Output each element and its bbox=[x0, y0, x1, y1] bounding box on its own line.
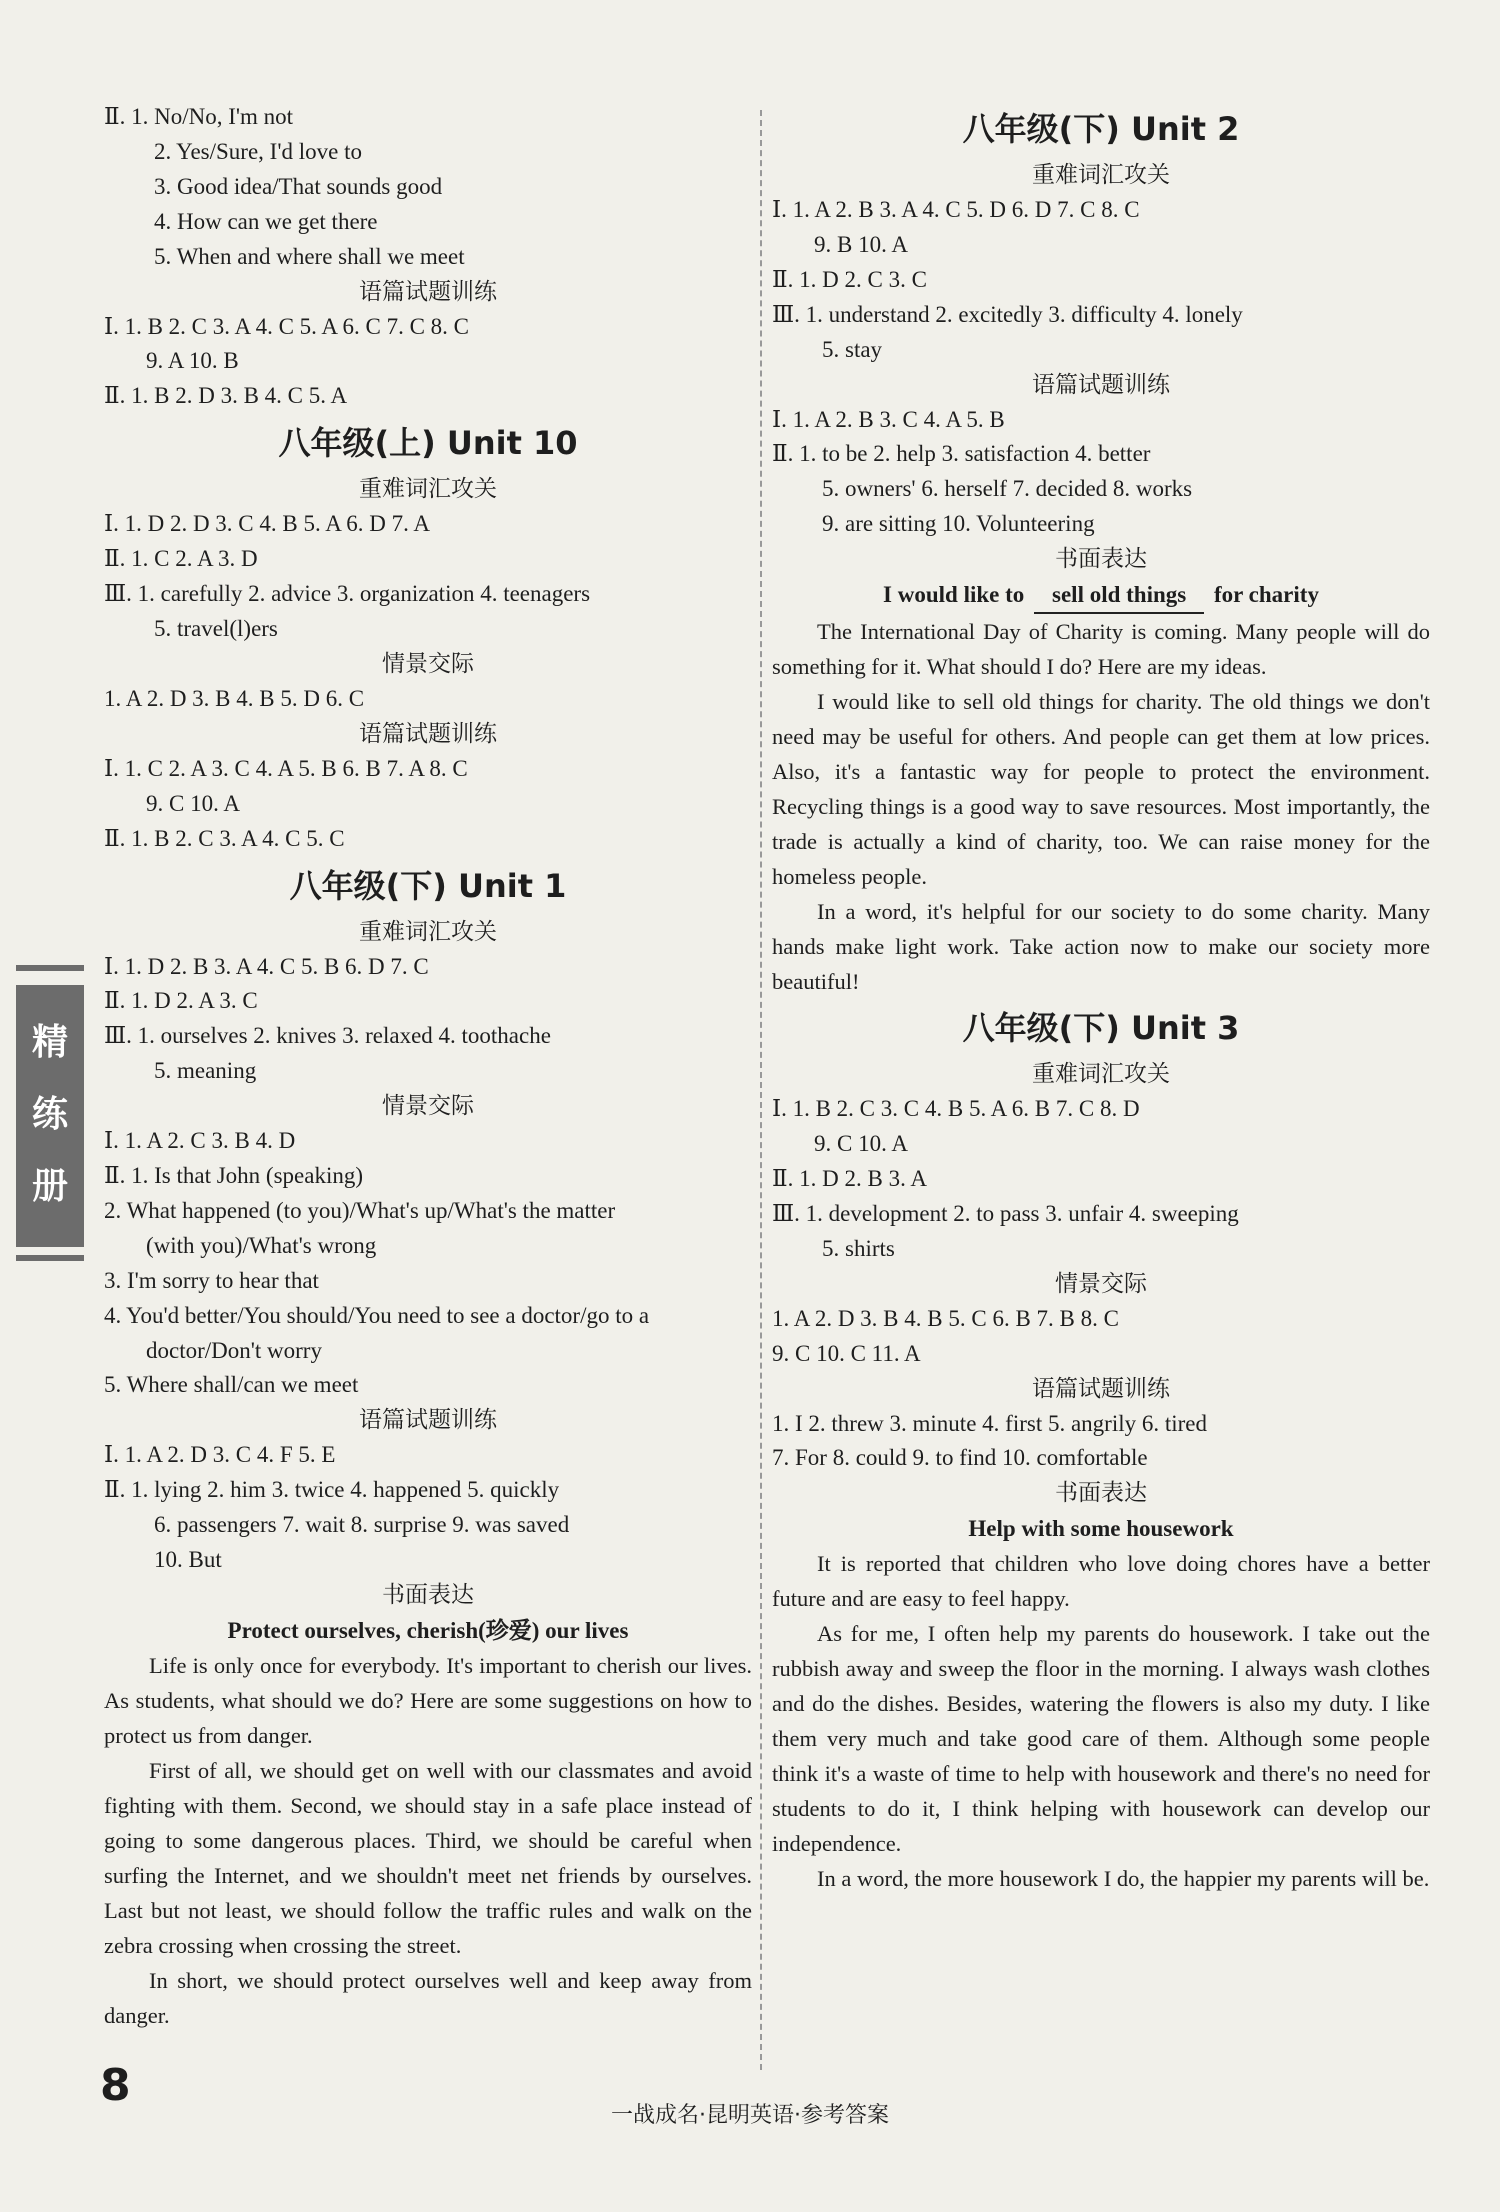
answer-line: Ⅲ. 1. understand 2. excitedly 3. difficulty 4. lonely bbox=[772, 301, 1243, 327]
essay-title bbox=[772, 577, 1430, 614]
section-heading: 情景交际 bbox=[382, 650, 474, 677]
answer-line: 6. passengers 7. wait 8. surprise 9. was saved bbox=[154, 1512, 570, 1538]
answer-line: 9. C 10. A bbox=[146, 790, 240, 816]
right-column bbox=[772, 100, 1430, 1896]
essay-paragraph: It is reported that children who love doing chores have a better future and are easy to feel happy. bbox=[772, 1551, 1430, 1612]
section-heading: 重难词汇攻关 bbox=[1032, 1061, 1170, 1088]
left-column bbox=[104, 100, 752, 2033]
answer-line: 9. C 10. C 11. A bbox=[772, 1340, 921, 1366]
answer-line: 2. What happened (to you)/What's up/What's the matter bbox=[104, 1197, 616, 1223]
unit-title: 八年级(下) Unit 2 bbox=[962, 110, 1240, 148]
answer-line: (with you)/What's wrong bbox=[146, 1232, 377, 1258]
essay-title-blank: sell old things bbox=[1034, 577, 1204, 614]
answer-line: 7. For 8. could 9. to find 10. comfortable bbox=[772, 1445, 1148, 1471]
section-heading: 重难词汇攻关 bbox=[359, 476, 497, 503]
section-heading: 书面表达 bbox=[1055, 546, 1147, 573]
answer-line: Ⅱ. 1. D 2. B 3. A bbox=[772, 1165, 927, 1191]
essay-title: Help with some housework bbox=[968, 1516, 1234, 1542]
answer-line: 1. I 2. threw 3. minute 4. first 5. angrily 6. tired bbox=[772, 1410, 1208, 1436]
answer-line: 9. A 10. B bbox=[146, 348, 239, 374]
answer-line: 4. You'd better/You should/You need to see a doctor/go to a bbox=[104, 1302, 650, 1328]
page-number: 8 bbox=[100, 2060, 131, 2111]
answer-line: Ⅰ. 1. A 2. C 3. B 4. D bbox=[104, 1128, 296, 1154]
side-tab-stripe bbox=[16, 1255, 84, 1261]
answer-line: Ⅰ. 1. A 2. B 3. A 4. C 5. D 6. D 7. C 8. C bbox=[772, 197, 1140, 222]
answer-line: 10. But bbox=[154, 1547, 222, 1573]
answer-line: Ⅰ. 1. B 2. C 3. A 4. C 5. A 6. C 7. C 8. C bbox=[104, 313, 470, 339]
answer-line: 5. shirts bbox=[822, 1235, 895, 1261]
side-tab-stripe bbox=[16, 965, 84, 971]
answer-line: 9. are sitting 10. Volunteering bbox=[822, 511, 1095, 537]
answer-line: Ⅰ. 1. A 2. B 3. C 4. A 5. B bbox=[772, 406, 1005, 432]
answer-line: Ⅱ. 1. lying 2. him 3. twice 4. happened 5. quickly bbox=[104, 1477, 560, 1503]
essay-title-end: for charity bbox=[1213, 582, 1319, 608]
answer-line: Ⅰ. 1. D 2. D 3. C 4. B 5. A 6. D 7. A bbox=[104, 511, 431, 537]
answer-line: Ⅰ. 1. A 2. D 3. C 4. F 5. E bbox=[104, 1442, 336, 1468]
answer-line: 1. A 2. D 3. B 4. B 5. D 6. C bbox=[104, 685, 365, 711]
section-heading: 语篇试题训练 bbox=[1032, 1375, 1170, 1402]
answer-line: 5. owners' 6. herself 7. decided 8. works bbox=[822, 476, 1193, 502]
side-tab-label: 精练册 bbox=[32, 1022, 69, 1207]
answer-line: Ⅰ. 1. D 2. B 3. A 4. C 5. B 6. D 7. C bbox=[104, 953, 429, 979]
essay-paragraph: Life is only once for everybody. It's important to cherish our lives. As students, what should we do? Here are some suggestions on how to protect us from danger. bbox=[104, 1653, 752, 1748]
answer-line: 5. travel(l)ers bbox=[154, 615, 278, 641]
answer-line: 5. Where shall/can we meet bbox=[104, 1372, 359, 1398]
answer-line: Ⅱ. 1. D 2. C 3. C bbox=[772, 266, 927, 292]
answer-line: 9. C 10. A bbox=[814, 1131, 908, 1157]
section-heading: 重难词汇攻关 bbox=[359, 918, 497, 945]
side-tab bbox=[16, 985, 84, 1247]
answer-line: 3. Good idea/That sounds good bbox=[154, 173, 443, 199]
section-heading: 语篇试题训练 bbox=[359, 278, 497, 305]
answer-line: Ⅱ. 1. B 2. C 3. A 4. C 5. C bbox=[104, 825, 345, 851]
section-heading: 书面表达 bbox=[382, 1582, 474, 1608]
answer-line: Ⅱ. 1. D 2. A 3. C bbox=[104, 988, 258, 1014]
essay-paragraph: The International Day of Charity is coming. Many people will do something for it. What should I do? Here are my ideas. bbox=[772, 619, 1430, 680]
answer-line: Ⅱ. 1. B 2. D 3. B 4. C 5. A bbox=[104, 383, 348, 409]
answer-line: 4. How can we get there bbox=[154, 208, 378, 234]
answer-line: Ⅲ. 1. ourselves 2. knives 3. relaxed 4. toothache bbox=[104, 1023, 551, 1049]
answer-line: doctor/Don't worry bbox=[146, 1337, 322, 1363]
section-heading: 语篇试题训练 bbox=[359, 720, 497, 747]
essay-body bbox=[772, 614, 1430, 999]
answer-line: 5. meaning bbox=[154, 1058, 257, 1084]
essay-paragraph: In a word, it's helpful for our society to do some charity. Many hands make light work. Take action now to make our society more beautiful! bbox=[772, 899, 1430, 995]
essay-paragraph: First of all, we should get on well with our classmates and avoid fighting with them. Second, we should stay in a safe place instead of going to some dangerous places. Third, we should be careful when surfing the Internet, and we shouldn't meet net friends by ourselves. Last but not least, we should follow the traffic rules and walk on the zebra crossing when crossing the street. bbox=[104, 1758, 752, 1958]
answer-line: Ⅱ. 1. Is that John (speaking) bbox=[104, 1163, 364, 1189]
essay-body bbox=[104, 1648, 752, 2033]
answer-line: Ⅰ. 1. B 2. C 3. C 4. B 5. A 6. B 7. C 8. D bbox=[772, 1096, 1140, 1122]
answer-line: 5. When and where shall we meet bbox=[154, 243, 465, 269]
section-heading: 情景交际 bbox=[382, 1093, 474, 1120]
answer-line: Ⅱ. 1. No/No, I'm not bbox=[104, 104, 294, 129]
unit-title: 八年级(下) Unit 1 bbox=[289, 866, 567, 905]
answer-line: 1. A 2. D 3. B 4. B 5. C 6. B 7. B 8. C bbox=[772, 1305, 1119, 1331]
essay-paragraph: In short, we should protect ourselves well and keep away from danger. bbox=[104, 1968, 752, 2028]
answer-line: 9. B 10. A bbox=[814, 231, 908, 257]
essay-title: Protect ourselves, cherish(珍爱) our lives bbox=[227, 1618, 629, 1643]
essay-title-start: I would like to bbox=[883, 582, 1025, 608]
essay-paragraph: In a word, the more housework I do, the happier my parents will be. bbox=[817, 1866, 1430, 1892]
answer-line: 5. stay bbox=[822, 336, 883, 362]
answer-line: Ⅲ. 1. development 2. to pass 3. unfair 4. sweeping bbox=[772, 1200, 1239, 1226]
section-heading: 语篇试题训练 bbox=[1032, 371, 1170, 398]
page-footer: 一战成名·昆明英语·参考答案 bbox=[611, 2103, 889, 2128]
answer-line: Ⅲ. 1. carefully 2. advice 3. organization 4. teenagers bbox=[104, 581, 591, 607]
column-divider bbox=[760, 110, 762, 2070]
section-heading: 情景交际 bbox=[1055, 1270, 1147, 1297]
essay-body bbox=[772, 1546, 1430, 1896]
answer-line: Ⅰ. 1. C 2. A 3. C 4. A 5. B 6. B 7. A 8. C bbox=[104, 755, 468, 781]
section-heading: 语篇试题训练 bbox=[359, 1407, 497, 1434]
answer-line: 2. Yes/Sure, I'd love to bbox=[154, 138, 362, 164]
answer-line: Ⅱ. 1. to be 2. help 3. satisfaction 4. better bbox=[772, 441, 1151, 467]
unit-title: 八年级(下) Unit 3 bbox=[962, 1009, 1240, 1048]
essay-paragraph: As for me, I often help my parents do housework. I take out the rubbish away and sweep the floor in the morning. I always wash clothes and do the dishes. Besides, watering the flowers is also my duty. I like them very much and take good care of them. Although some people think it's a waste of time to help with housework and there's no need for students to do it, I think helping with housework can develop our independence. bbox=[772, 1621, 1430, 1857]
section-heading: 重难词汇攻关 bbox=[1032, 162, 1170, 188]
answer-line: Ⅱ. 1. C 2. A 3. D bbox=[104, 546, 258, 572]
section-heading: 书面表达 bbox=[1055, 1480, 1147, 1507]
essay-paragraph: I would like to sell old things for charity. The old things we don't need may be useful for others. And people can get them at low prices. Also, it's a fantastic way for people to protect the environment. Recycling things is a good way to save resources. Most importantly, the trade is actually a kind of charity, too. We can raise money for the homeless people. bbox=[772, 689, 1430, 890]
answer-line: 3. I'm sorry to hear that bbox=[104, 1267, 319, 1293]
unit-title: 八年级(上) Unit 10 bbox=[278, 424, 578, 463]
